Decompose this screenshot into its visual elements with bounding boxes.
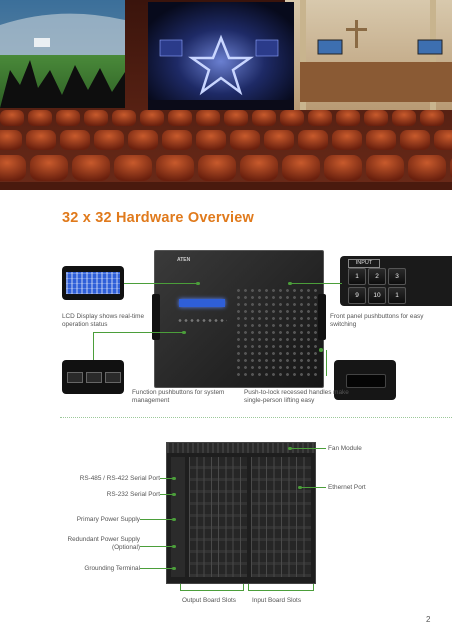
input-key-11: 1: [388, 287, 406, 304]
output-slots-bracket: [180, 584, 244, 591]
grounding-callout-dot: [172, 567, 176, 571]
lcd-caption: LCD Display shows real-time operation status: [62, 313, 145, 328]
pushbuttons-caption: Front panel pushbuttons for easy switching: [330, 313, 424, 328]
input-key-10: 10: [368, 287, 386, 304]
lcd-callout-dot: [196, 282, 200, 286]
ethernet-callout-line: [300, 487, 326, 488]
input-key-1: 1: [348, 268, 366, 285]
page-number: 2: [426, 615, 431, 624]
primary-power-caption: Primary Power Supply: [76, 516, 140, 523]
input-key-2: 2: [368, 268, 386, 285]
brand-logo: ATEN: [177, 257, 191, 263]
primary-power-callout-line: [140, 519, 174, 520]
redundant-power-caption: Redundant Power Supply (Optional): [67, 536, 140, 551]
front-button-grid: [235, 287, 317, 377]
redundant-power-callout-line: [140, 546, 174, 547]
fan-callout-line: [290, 448, 326, 449]
function-caption: Function pushbuttons for system management: [132, 389, 225, 404]
handles-caption: Push-to-lock recessed handles make single-person lifting easy: [244, 389, 349, 404]
rear-input-slots: [251, 457, 311, 577]
function-callout-line-v: [93, 332, 94, 360]
rs485-caption: RS-485 / RS-422 Serial Port: [79, 475, 160, 482]
handle-callout-dot: [319, 348, 323, 352]
rs232-callout-dot: [172, 493, 176, 497]
rear-output-slots: [189, 457, 247, 577]
section-title: 32 x 32 Hardware Overview: [62, 210, 255, 226]
input-slots-bracket: [248, 584, 314, 591]
keypad-callout-dot: [288, 282, 292, 286]
input-slots-caption: Input Board Slots: [252, 597, 302, 604]
ethernet-callout-dot: [298, 486, 302, 490]
matrix-switch-rear: [166, 442, 316, 584]
hero-photo: [0, 0, 452, 190]
function-callout-dot: [182, 331, 186, 335]
input-key-3: 3: [388, 268, 406, 285]
handle-callout-line: [326, 350, 327, 376]
input-key-9: 9: [348, 287, 366, 304]
grounding-caption: Grounding Terminal: [84, 565, 140, 572]
lcd-zoom: [62, 266, 124, 300]
lcd-callout-line: [124, 283, 198, 284]
redundant-power-callout-dot: [172, 545, 176, 549]
function-buttons-zoom: [62, 360, 124, 394]
section-divider: [60, 417, 452, 419]
right-handle: [318, 294, 326, 340]
grounding-callout-line: [140, 568, 174, 569]
front-lcd-display: [179, 299, 225, 307]
keypad-callout-line: [290, 283, 342, 284]
input-label: INPUT: [348, 259, 380, 268]
ethernet-caption: Ethernet Port: [328, 484, 366, 491]
primary-power-callout-dot: [172, 518, 176, 522]
function-callout-line-h: [93, 332, 183, 333]
fan-callout-dot: [288, 447, 292, 451]
rs232-caption: RS-232 Serial Port: [106, 491, 160, 498]
matrix-switch-front: [154, 250, 324, 388]
front-function-buttons: [177, 319, 227, 322]
fan-module-caption: Fan Module: [328, 445, 362, 452]
input-keypad-zoom: [340, 256, 452, 306]
rs485-callout-dot: [172, 477, 176, 481]
output-slots-caption: Output Board Slots: [182, 597, 236, 604]
